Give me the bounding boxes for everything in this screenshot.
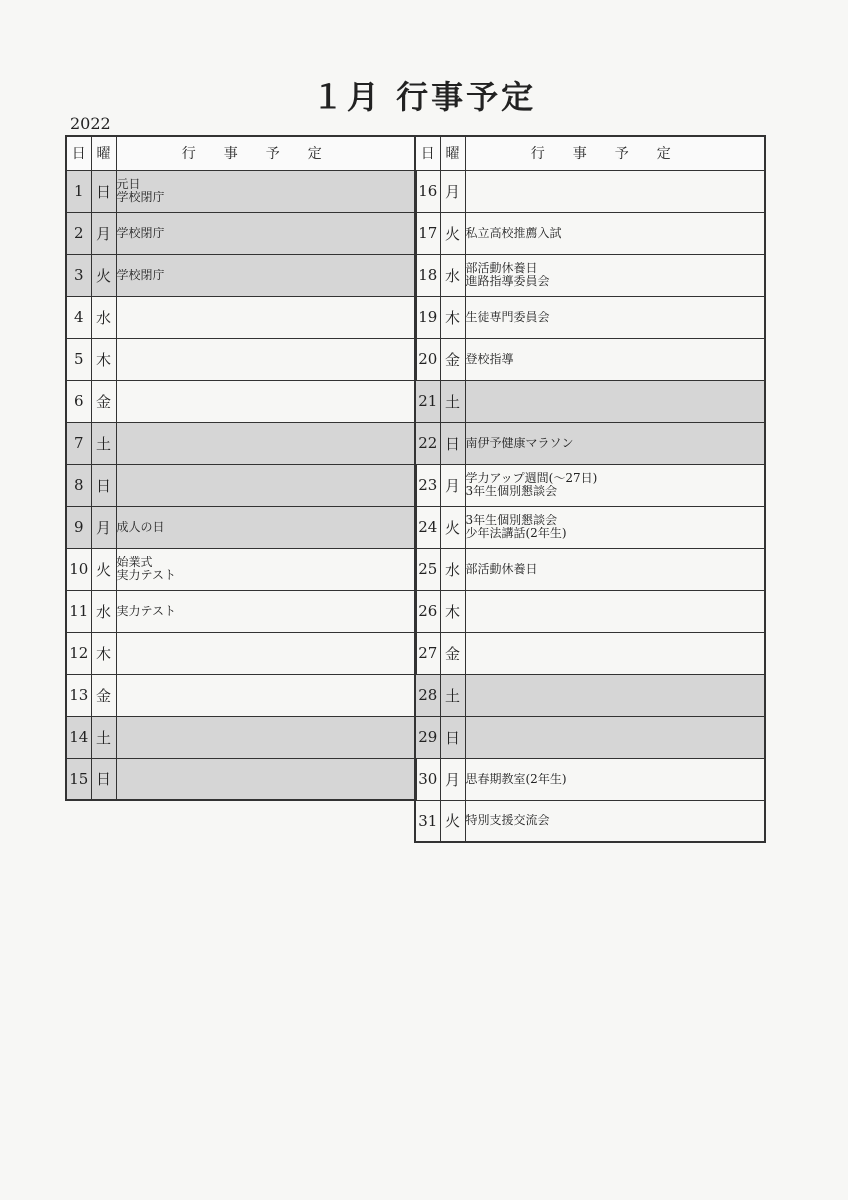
- day-number: 16: [415, 170, 440, 212]
- event-text: 学校閉庁: [116, 268, 165, 282]
- day-number: 5: [66, 338, 91, 380]
- event-cell: [465, 590, 765, 632]
- day-number: 13: [66, 674, 91, 716]
- event-cell: [465, 674, 765, 716]
- day-number: 7: [66, 422, 91, 464]
- day-number: 1: [66, 170, 91, 212]
- table-row: [415, 170, 765, 212]
- day-number: 4: [66, 296, 91, 338]
- day-number: 14: [66, 716, 91, 758]
- event-cell: [465, 758, 765, 800]
- weekday: 木: [440, 296, 465, 338]
- event-cell: [465, 800, 765, 842]
- event-cell: [116, 338, 416, 380]
- day-number: 18: [415, 254, 440, 296]
- event-text: 部活動休養日: [465, 562, 538, 576]
- day-number: 8: [66, 464, 91, 506]
- table-row: [415, 296, 765, 338]
- event-text: 私立高校推薦入試: [465, 226, 562, 240]
- event-cell: [465, 422, 765, 464]
- weekday: 月: [440, 464, 465, 506]
- event-cell: [116, 464, 416, 506]
- day-number: 27: [415, 632, 440, 674]
- weekday: 月: [91, 212, 116, 254]
- event-cell: [465, 632, 765, 674]
- event-text: 思春期教室(2年生): [465, 772, 567, 786]
- table-row: [415, 212, 765, 254]
- event-text: 特別支援交流会: [465, 814, 550, 828]
- schedule-table-left: [65, 135, 417, 801]
- weekday: 木: [91, 338, 116, 380]
- schedule-table-right: [414, 135, 766, 843]
- event-text: 3年生個別懇談会: [465, 514, 558, 527]
- weekday: 日: [91, 170, 116, 212]
- day-number: 20: [415, 338, 440, 380]
- event-cell: [116, 506, 416, 548]
- table-row: [415, 758, 765, 800]
- day-number: 12: [66, 632, 91, 674]
- table-row: [415, 590, 765, 632]
- weekday: 金: [440, 632, 465, 674]
- page-title: １月 行事予定: [311, 78, 537, 116]
- event-cell: [465, 296, 765, 338]
- weekday: 金: [91, 380, 116, 422]
- event-cell: [116, 170, 416, 212]
- day-number: 26: [415, 590, 440, 632]
- table-row: [66, 548, 416, 590]
- event-cell: [116, 422, 416, 464]
- day-number: 3: [66, 254, 91, 296]
- weekday: 水: [440, 254, 465, 296]
- table-row: [66, 758, 416, 800]
- day-number: 30: [415, 758, 440, 800]
- weekday: 月: [91, 506, 116, 548]
- event-cell: [465, 338, 765, 380]
- weekday: 火: [440, 212, 465, 254]
- day-number: 23: [415, 464, 440, 506]
- event-text: 学校閉庁: [116, 226, 165, 240]
- table-row: [66, 674, 416, 716]
- event-cell: [465, 716, 765, 758]
- event-text: 部活動休養日: [465, 262, 538, 275]
- event-text: 始業式: [116, 556, 153, 569]
- header-weekday: 曜: [440, 136, 465, 170]
- table-row: [66, 464, 416, 506]
- day-number: 17: [415, 212, 440, 254]
- table-row: [415, 254, 765, 296]
- event-cell: [116, 632, 416, 674]
- event-text: 実力テスト: [116, 604, 177, 618]
- event-text: 少年法講話(2年生): [465, 527, 567, 540]
- table-row: [415, 674, 765, 716]
- day-number: 19: [415, 296, 440, 338]
- event-cell: [465, 170, 765, 212]
- header-day: 日: [415, 136, 440, 170]
- event-text: 登校指導: [465, 352, 514, 366]
- event-cell: [116, 380, 416, 422]
- event-text: 実力テスト: [116, 569, 177, 582]
- table-row: [66, 212, 416, 254]
- event-cell: [465, 464, 765, 506]
- day-number: 21: [415, 380, 440, 422]
- event-text: 南伊予健康マラソン: [465, 436, 574, 450]
- table-row: [66, 716, 416, 758]
- event-cell: [465, 506, 765, 548]
- event-cell: [465, 380, 765, 422]
- weekday: 土: [91, 422, 116, 464]
- event-cell: [116, 674, 416, 716]
- day-number: 9: [66, 506, 91, 548]
- event-text: 生徒専門委員会: [465, 310, 550, 324]
- event-text: 元日: [116, 178, 141, 191]
- event-cell: [116, 254, 416, 296]
- table-row: [415, 464, 765, 506]
- table-header-row: [66, 136, 416, 170]
- weekday: 日: [91, 758, 116, 800]
- weekday: 日: [440, 422, 465, 464]
- table-row: [415, 716, 765, 758]
- event-cell: [465, 254, 765, 296]
- day-number: 10: [66, 548, 91, 590]
- weekday: 金: [91, 674, 116, 716]
- header-weekday: 曜: [91, 136, 116, 170]
- header-day: 日: [66, 136, 91, 170]
- day-number: 29: [415, 716, 440, 758]
- event-text: 進路指導委員会: [465, 275, 550, 288]
- weekday: 日: [440, 716, 465, 758]
- weekday: 土: [91, 716, 116, 758]
- table-row: [415, 632, 765, 674]
- event-cell: [116, 548, 416, 590]
- weekday: 金: [440, 338, 465, 380]
- header-events: 行事予定: [116, 136, 416, 170]
- table-row: [415, 800, 765, 842]
- weekday: 火: [440, 800, 465, 842]
- table-row: [415, 548, 765, 590]
- table-row: [66, 506, 416, 548]
- day-number: 2: [66, 212, 91, 254]
- weekday: 月: [440, 758, 465, 800]
- table-header-row: [415, 136, 765, 170]
- table-row: [66, 170, 416, 212]
- event-text: 成人の日: [116, 520, 165, 534]
- table-row: [415, 422, 765, 464]
- event-cell: [465, 548, 765, 590]
- event-cell: [116, 590, 416, 632]
- weekday: 土: [440, 674, 465, 716]
- weekday: 水: [440, 548, 465, 590]
- event-text: 学校閉庁: [116, 191, 165, 204]
- header-events: 行事予定: [465, 136, 765, 170]
- day-number: 15: [66, 758, 91, 800]
- day-number: 6: [66, 380, 91, 422]
- weekday: 水: [91, 296, 116, 338]
- table-row: [66, 338, 416, 380]
- event-cell: [116, 296, 416, 338]
- day-number: 24: [415, 506, 440, 548]
- year-label: 2022: [70, 114, 111, 133]
- weekday: 火: [440, 506, 465, 548]
- weekday: 土: [440, 380, 465, 422]
- table-row: [66, 296, 416, 338]
- table-row: [66, 590, 416, 632]
- event-text: 学力アップ週間(～27日): [465, 472, 598, 485]
- weekday: 水: [91, 590, 116, 632]
- day-number: 25: [415, 548, 440, 590]
- table-row: [415, 338, 765, 380]
- table-row: [66, 632, 416, 674]
- day-number: 31: [415, 800, 440, 842]
- table-row: [66, 422, 416, 464]
- event-text: 3年生個別懇談会: [465, 485, 558, 498]
- weekday: 月: [440, 170, 465, 212]
- event-cell: [116, 758, 416, 800]
- table-row: [66, 380, 416, 422]
- table-row: [66, 254, 416, 296]
- event-cell: [116, 716, 416, 758]
- weekday: 火: [91, 254, 116, 296]
- table-row: [415, 380, 765, 422]
- day-number: 28: [415, 674, 440, 716]
- weekday: 木: [440, 590, 465, 632]
- table-row: [415, 506, 765, 548]
- day-number: 22: [415, 422, 440, 464]
- day-number: 11: [66, 590, 91, 632]
- weekday: 火: [91, 548, 116, 590]
- weekday: 日: [91, 464, 116, 506]
- weekday: 木: [91, 632, 116, 674]
- event-cell: [465, 212, 765, 254]
- event-cell: [116, 212, 416, 254]
